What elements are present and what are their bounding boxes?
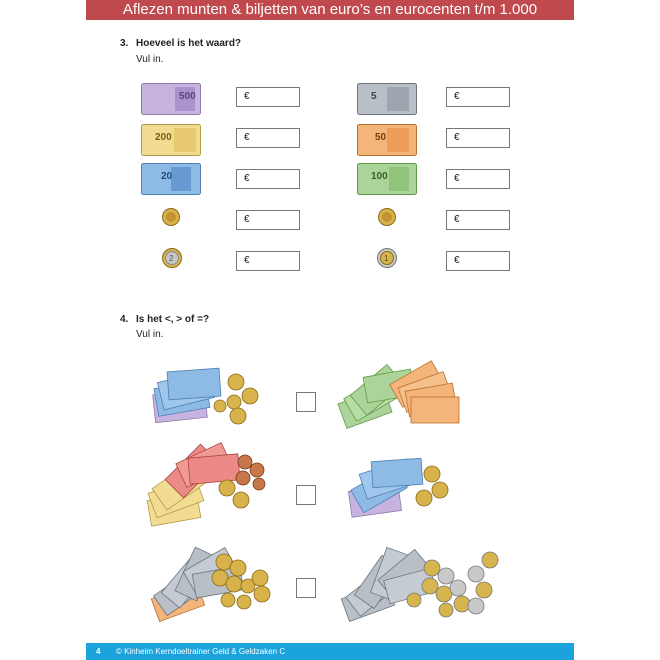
banknote-50 [357, 124, 417, 156]
coin-1-euro-icon [377, 248, 397, 268]
compare-box-row3[interactable] [296, 578, 316, 598]
banknote-20 [141, 163, 201, 195]
answer-field-20[interactable]: € [236, 169, 300, 189]
money-group-row2-right [348, 454, 458, 518]
banknote-label: 20 [161, 171, 173, 182]
coin-gold-icon [378, 208, 396, 226]
compare-box-row2[interactable] [296, 485, 316, 505]
answer-field-5[interactable]: € [446, 87, 510, 107]
money-group-row3-left [150, 540, 280, 622]
question-3-instruction: Vul in. [136, 54, 164, 65]
svg-text:1: 1 [384, 254, 389, 263]
answer-field-100[interactable]: € [446, 169, 510, 189]
money-group-row3-right [340, 540, 500, 624]
answer-field-coin-right[interactable]: € [446, 210, 510, 230]
money-group-row2-left [145, 440, 275, 532]
banknote-label: 5 [371, 91, 377, 102]
banknote-label: 100 [371, 171, 388, 182]
answer-field-500[interactable]: € [236, 87, 300, 107]
page-title: Aflezen munten & biljetten van euro’s en eurocenten t/m 1.000 [86, 0, 574, 20]
answer-field-2-euro[interactable]: € [236, 251, 300, 271]
question-3-text: Hoeveel is het waard? [136, 38, 242, 49]
banknote-5 [357, 83, 417, 115]
banknote-label: 200 [155, 132, 172, 143]
money-group-row1-left [150, 366, 270, 428]
question-4-instruction: Vul in. [136, 329, 164, 340]
answer-field-coin-left[interactable]: € [236, 210, 300, 230]
question-4-number: 4. [120, 314, 129, 325]
page-footer [86, 643, 574, 660]
banknote-label: 50 [375, 132, 387, 143]
page-number: 4 [96, 647, 101, 656]
question-4-text: Is het <, > of =? [136, 314, 210, 325]
coin-gold-icon [162, 208, 180, 226]
banknote-500 [141, 83, 201, 115]
answer-field-1-euro[interactable]: € [446, 251, 510, 271]
coin-2-euro-icon [162, 248, 182, 268]
compare-box-row1[interactable] [296, 392, 316, 412]
answer-field-50[interactable]: € [446, 128, 510, 148]
question-3-number: 3. [120, 38, 129, 49]
money-group-row1-right [335, 355, 475, 435]
banknote-200 [141, 124, 201, 156]
banknote-100 [357, 163, 417, 195]
answer-field-200[interactable]: € [236, 128, 300, 148]
svg-text:2: 2 [169, 254, 174, 263]
banknote-label: 500 [179, 91, 196, 102]
footer-copyright: © Kinheim Kerndoeltrainer Geld & Geldzaken C [116, 647, 286, 656]
